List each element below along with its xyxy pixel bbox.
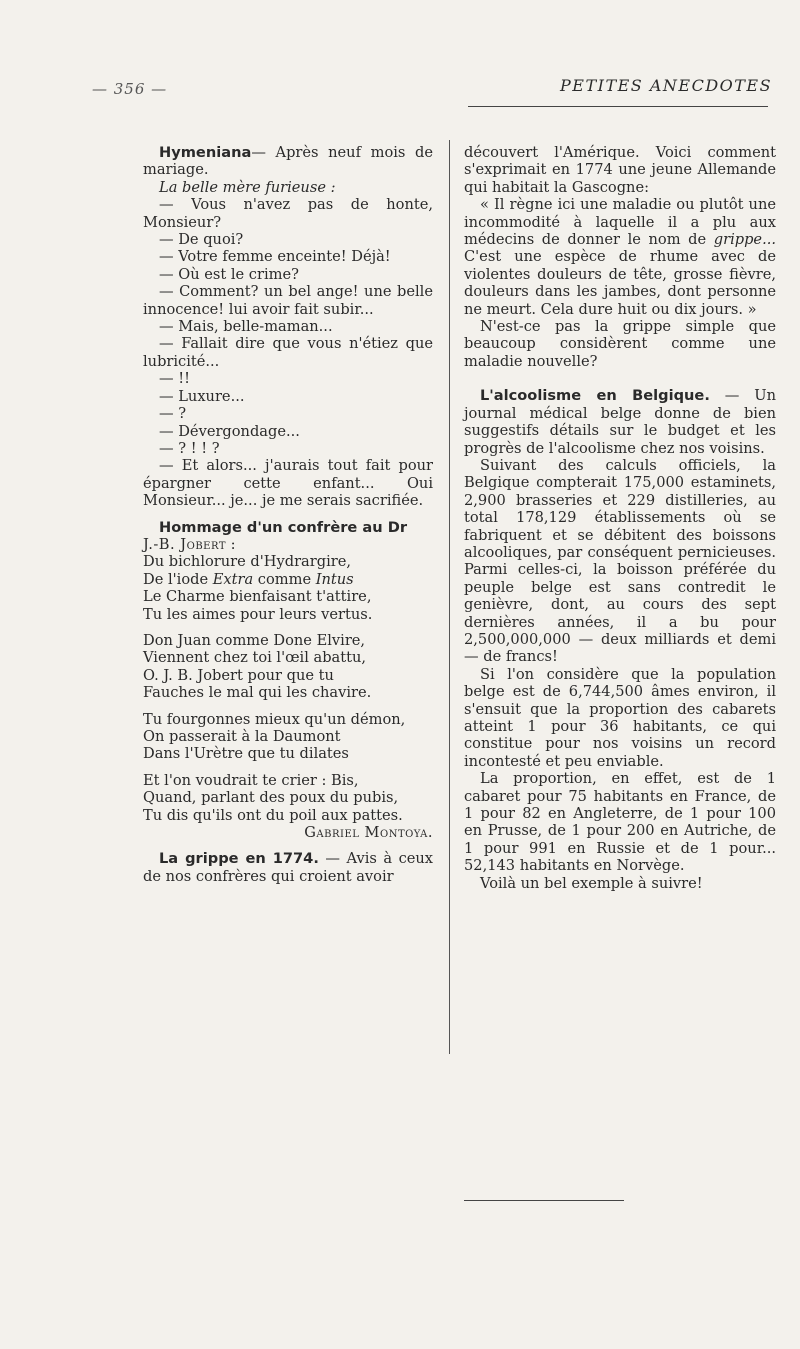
stanza	[143, 772, 433, 824]
stanza	[143, 553, 433, 623]
page-number: — 356 —	[92, 80, 168, 98]
dialogue-line: — Dévergondage...	[159, 422, 300, 440]
hymeniana-dialogue	[143, 196, 433, 509]
verse: Du bichlorure d'Hydrargire,	[143, 553, 351, 571]
verse: On passerait à la Daumont	[143, 728, 341, 745]
grippe-continuation: découvert l'Amérique. Voici comment s'exprimait en 1774 une jeune Allemande qui habitait la Gascogne:	[464, 144, 776, 196]
alcoolisme-paragraph: Suivant des calculs officiels, la Belgique compterait 175,000 estaminets, 2,900 brasseries et 229 distilleries, au total 178,129 établissements où se fabriquent et se débitent des boissons alcooliques, par conséquent pernicieuses. Parmi celles-ci, la boisson préférée du peuple belge est sans contredit le genièvre, dont, au cours des sept dernières années, il a bu pour 2,500,000,000 — deux milliards et demi — de francs!	[464, 456, 776, 666]
stanza	[143, 632, 433, 702]
alcoolisme-paragraph: La proportion, en effet, est de 1 cabaret pour 75 habitants en France, de 1 pour 82 en Angleterre, de 1 pour 100 en Prusse, de 1 pour 200 en Autriche, de 1 pour 991 en Russie et de 1 pour... 52,143 habitants en Norvège.	[464, 770, 776, 875]
hommage-heading: Hommage d'un confrère au Dr J.-B. Jobert :	[143, 518, 408, 553]
dialogue-line: — ?	[159, 405, 187, 423]
verse: Tu les aimes pour leurs vertus.	[143, 605, 373, 623]
dialogue-line: — Où est le crime?	[159, 265, 299, 283]
bottom-rule	[464, 1200, 624, 1201]
verse: Dans l'Urètre que tu dilates	[143, 745, 349, 763]
verse: Tu fourgonnes mieux qu'un démon,	[143, 710, 406, 728]
dialogue-line: — !!	[159, 370, 190, 388]
left-column	[143, 144, 433, 885]
alcoolisme-paragraph: Si l'on considère que la population belge est de 6,744,500 âmes environ, il s'ensuit que la proportion des cabarets atteint 1 pour 36 habitants, ce qui constitue pour nos voisins un record incontesté et peu enviable.	[464, 665, 776, 770]
alcoolisme-intro: L'alcoolisme en Belgique. — Un journal médical belge donne de bien suggestifs détails sur le budget et les progrès de l'alcoolisme chez nos voisins.	[464, 387, 776, 457]
grippe-quote: « Il règne ici une maladie ou plutôt une incommodité à laquelle il a plu aux médecins de donner le nom de grippe... C'est une espèce de rhume avec de violentes douleurs de tête, grosse fièvre, douleurs dans les jambes, dont personne ne meurt. Cela dure huit ou dix jours. »	[464, 196, 776, 318]
hymeniana-title: Hymeniana	[159, 144, 252, 161]
dialogue-line: — ? ! ! ?	[159, 439, 220, 457]
hymeniana-scene: La belle mère furieuse :	[159, 178, 336, 196]
verse: Don Juan comme Done Elvire,	[143, 631, 366, 649]
dialogue-line: — Fallait dire que vous n'étiez que lubricité...	[143, 335, 433, 370]
verse: Fauches le mal qui les chavire.	[143, 684, 372, 702]
verse: Le Charme bienfaisant t'attire,	[143, 588, 372, 606]
hommage-title: Hommage d'un confrère au Dr	[159, 518, 408, 536]
dialogue-line: — Et alors... j'aurais tout fait pour épargner cette enfant... Oui Monsieur... je... je me serais sacrifiée.	[143, 457, 433, 510]
right-column	[464, 144, 776, 892]
dialogue-line: — De quoi?	[159, 231, 244, 249]
grippe-title: La grippe en 1774.	[159, 850, 319, 868]
column-divider	[449, 140, 450, 1054]
dialogue-line: — Votre femme enceinte! Déjà!	[159, 248, 391, 266]
dialogue-line: — Mais, belle-maman...	[159, 318, 333, 336]
sonnet	[143, 553, 433, 824]
verse: Et l'on voudrait te crier : Bis,	[143, 771, 359, 789]
running-title: PETITES ANECDOTES	[560, 76, 773, 95]
alcoolisme-title: L'alcoolisme en Belgique.	[480, 387, 710, 405]
header-rule	[468, 106, 768, 107]
alcoolisme-conclusion: Voilà un bel exemple à suivre!	[480, 874, 703, 892]
grippe-closing: N'est-ce pas la grippe simple que beaucoup considèrent comme une maladie nouvelle?	[464, 318, 776, 370]
verse: Quand, parlant des poux du pubis,	[143, 789, 399, 807]
verse: Viennent chez toi l'œil abattu,	[143, 649, 367, 667]
verse: De l'iode Extra comme Intus	[143, 570, 354, 588]
dialogue-line: — Vous n'avez pas de honte, Monsieur?	[143, 196, 433, 231]
dialogue-line: — Luxure...	[159, 387, 245, 405]
hymeniana-intro: Hymeniana— Après neuf mois de mariage.	[143, 144, 433, 179]
hommage-author: J.-B. Jobert	[143, 535, 227, 553]
dialogue-line: — Comment? un bel ange! une belle innocence! lui avoir fait subir...	[143, 283, 433, 318]
grippe-intro: La grippe en 1774. — Avis à ceux de nos confrères qui croient avoir	[143, 850, 434, 885]
poem-signature: Gabriel Montoya.	[304, 824, 433, 842]
stanza	[143, 711, 433, 763]
verse: O. J. B. Jobert pour que tu	[143, 666, 334, 684]
verse: Tu dis qu'ils ont du poil aux pattes.	[143, 806, 403, 824]
